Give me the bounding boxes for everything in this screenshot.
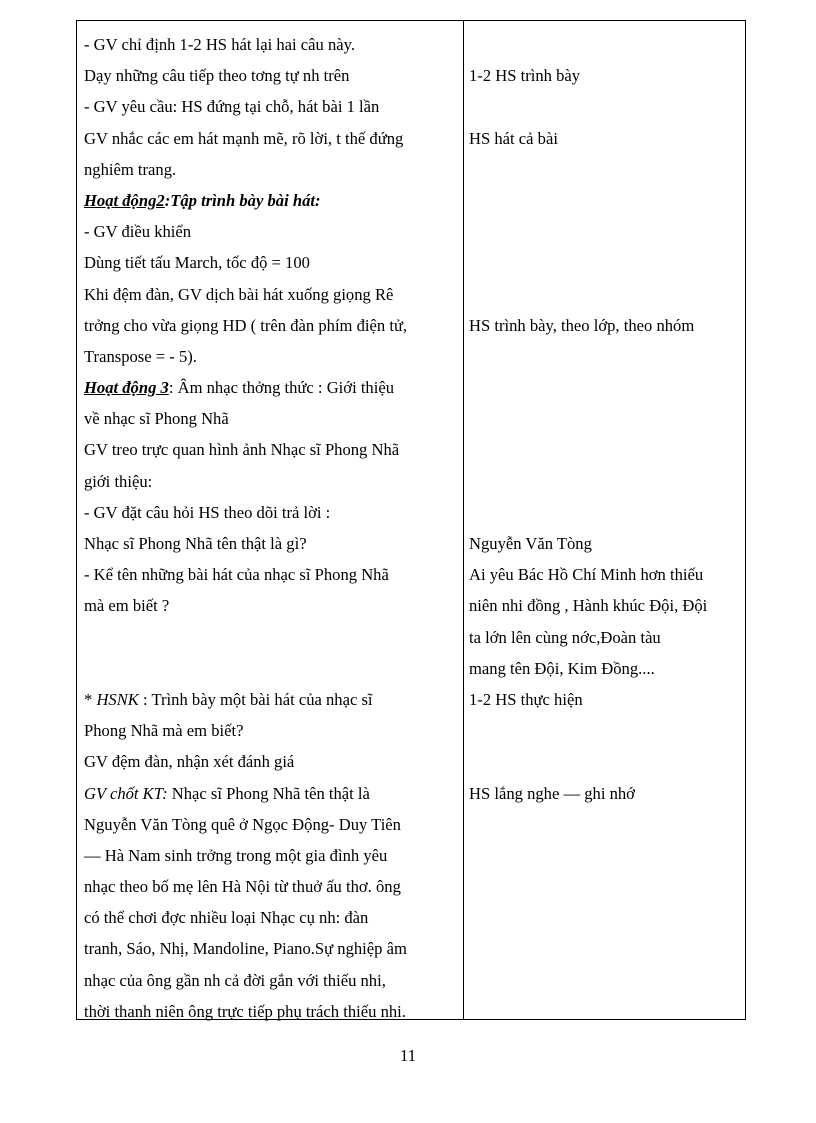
blank-line: [469, 372, 741, 403]
blank-line: [469, 746, 741, 777]
text-line: tranh, Sáo, Nhị, Mandoline, Piano.Sự nghiệp âm: [84, 939, 407, 959]
text-line: HS trình bày, theo lớp, theo nhóm: [469, 315, 695, 335]
text-line: HS lắng nghe — ghi nhớ: [469, 783, 635, 803]
conclusion-line: [84, 778, 459, 809]
hsnk-label: HSNK: [96, 689, 139, 709]
activity-2-label: Hoạt động2: [84, 190, 165, 210]
text-line: thời thanh niên ông trực tiếp phụ trách thiếu nhi.: [84, 1001, 406, 1021]
blank-line: [469, 466, 741, 497]
conclusion-text: Nhạc sĩ Phong Nhã tên thật là: [167, 783, 370, 803]
text-line: Nhạc sĩ Phong Nhã tên thật là gì?: [84, 534, 307, 553]
text-line: về nhạc sĩ Phong Nhã: [84, 409, 229, 429]
blank-line: [469, 279, 741, 310]
text-line: mang tên Đội, Kim Đồng....: [469, 658, 655, 678]
bullet-star: *: [84, 689, 97, 709]
text-line: - Kể tên những bài hát của nhạc sĩ Phong Nhã: [84, 565, 389, 585]
activity-2-heading: [84, 185, 459, 216]
activity-3-label: Hoạt động 3: [84, 378, 169, 398]
teacher-activities-column: [84, 29, 459, 1027]
text-line: Dùng tiết tấu March, tốc độ = 100: [84, 253, 310, 273]
text-line: Dạy những câu tiếp theo tơng tự nh trên: [84, 66, 350, 86]
blank-line: [469, 216, 741, 247]
text-line: có thể chơi đợc nhiều loại Nhạc cụ nh: đàn: [84, 908, 369, 928]
blank-line: [469, 403, 741, 434]
blank-line: [469, 247, 741, 278]
text-line: Phong Nhã mà em biết?: [84, 721, 244, 741]
text-line: mà em biết ?: [84, 596, 170, 616]
blank-line: [469, 185, 741, 216]
activity-3-heading: [84, 372, 459, 403]
text-line: giới thiệu:: [84, 471, 153, 491]
text-line: - GV đặt câu hỏi HS theo dõi trả lời :: [84, 502, 331, 522]
hsnk-text: : Trình bày một bài hát của nhạc sĩ: [138, 689, 373, 709]
lesson-table: [76, 20, 746, 1020]
text-line: Ai yêu Bác Hồ Chí Minh hơn thiếu: [469, 565, 704, 585]
blank-line: [469, 91, 741, 122]
text-line: - GV yêu cầu: HS đứng tại chỗ, hát bài 1 lần: [84, 97, 380, 117]
text-line: niên nhi đồng , Hành khúc Đội, Đội: [469, 596, 708, 616]
activity-2-title: :Tập trình bày bài hát:: [164, 190, 321, 210]
page-number: 11: [399, 1046, 417, 1065]
text-line: Khi đệm đàn, GV dịch bài hát xuống giọng Rê: [84, 284, 394, 304]
blank-line: [469, 434, 741, 465]
text-line: GV đệm đàn, nhận xét đánh giá: [84, 752, 295, 772]
text-line: GV nhắc các em hát mạnh mẽ, rõ lời, t thế đứng: [84, 128, 404, 148]
column-divider: [463, 21, 464, 1019]
blank-line: [469, 715, 741, 746]
text-line: 1-2 HS trình bày: [469, 66, 581, 86]
blank-line: [469, 29, 741, 60]
student-activities-column: [469, 29, 741, 809]
text-line: Nguyễn Văn Tòng quê ở Ngọc Động- Duy Tiên: [84, 814, 401, 834]
blank-line: [469, 154, 741, 185]
blank-line: [469, 341, 741, 372]
text-line: nghiêm trang.: [84, 159, 177, 179]
blank-line: [84, 622, 459, 653]
text-line: GV treo trực quan hình ảnh Nhạc sĩ Phong Nhã: [84, 440, 400, 460]
text-line: nhạc của ông gần nh cả đời gắn với thiếu nhi,: [84, 970, 386, 990]
text-line: - GV điều khiển: [84, 222, 192, 242]
text-line: trởng cho vừa giọng HD ( trên đàn phím điện tử,: [84, 315, 408, 335]
text-line: Transpose = - 5).: [84, 346, 197, 366]
hsnk-line: [84, 684, 459, 715]
text-line: - GV chỉ định 1-2 HS hát lại hai câu này.: [84, 35, 355, 54]
text-line: ta lớn lên cùng nớc,Đoàn tàu: [469, 627, 661, 647]
conclusion-label: GV chốt KT:: [84, 783, 168, 803]
text-line: HS hát cả bài: [469, 128, 558, 148]
text-line: 1-2 HS thực hiện: [469, 689, 583, 709]
text-line: Nguyễn Văn Tòng: [469, 534, 592, 553]
text-line: — Hà Nam sinh trởng trong một gia đình yêu: [84, 845, 388, 865]
text-line: nhạc theo bố mẹ lên Hà Nội từ thuở ấu thơ. ông: [84, 877, 401, 897]
blank-line: [84, 653, 459, 684]
activity-3-title: : Âm nhạc thởng thức : Giới thiệu: [168, 378, 395, 398]
blank-line: [469, 497, 741, 528]
